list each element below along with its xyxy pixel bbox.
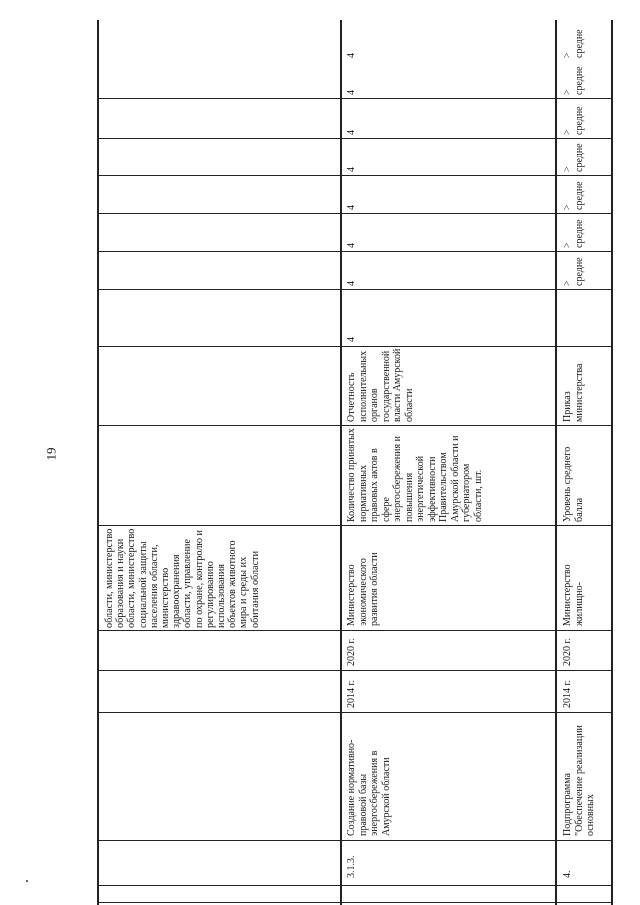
row-border [555, 20, 557, 905]
year-value: 4 [346, 130, 357, 135]
year-value: > средне [562, 219, 585, 248]
row-executor: Министерство жилищно- [562, 564, 585, 626]
table-border-right [611, 20, 613, 905]
year-value: 4 [346, 205, 357, 210]
row-source: Отчетность исполнительных органов государственной власти Амурской области [346, 348, 415, 422]
row-indicator: Уровень среднего балла [562, 446, 585, 522]
row-source: Приказ министерства [562, 363, 585, 422]
page-number: 19 [43, 447, 59, 461]
year-value: 4 [346, 167, 357, 172]
year-value: > средне [562, 66, 585, 95]
row-id: 4. [562, 870, 573, 878]
row-start-year: 2014 г. [562, 680, 573, 708]
year-value: > средне [562, 106, 585, 135]
table-border-left [97, 20, 99, 905]
row-start-year: 2014 г. [346, 680, 357, 708]
year-value: > средне [562, 29, 585, 58]
row-border [340, 20, 342, 905]
row-end-year: 2020 г. [562, 638, 573, 666]
year-value: > средне [562, 143, 585, 172]
year-value: > средне [562, 181, 585, 210]
executor-cell: области, министерство образования и науки области, министерство социальной защиты населения области, министерство здравоохранения области, управление по охране, контролю и регулированию использования объектов животного мира и среды их обитания области [104, 528, 261, 628]
year-value: > средне [562, 257, 585, 286]
row-id: 3.1.3. [346, 855, 357, 878]
year-value: 4 [346, 90, 357, 95]
year-value: 4 [346, 281, 357, 286]
row-name: Создание нормативно-правовой базы энергосбережения в Амурской области [346, 739, 392, 836]
row-name: Подпрограмма "Обеспечение реализации основных [562, 725, 596, 836]
row-executor: Министерство экономического развития области [346, 552, 380, 626]
year-value: 4 [346, 53, 357, 58]
row-base-value: 4 [346, 337, 357, 342]
row-indicator: Количество принятых нормативных правовых актов в сфере энергосбережения и повышения энергетической эффективности Правительством Амурской области и губернатором области, шт. [346, 428, 484, 522]
year-value: 4 [346, 243, 357, 248]
row-end-year: 2020 г. [346, 638, 357, 666]
